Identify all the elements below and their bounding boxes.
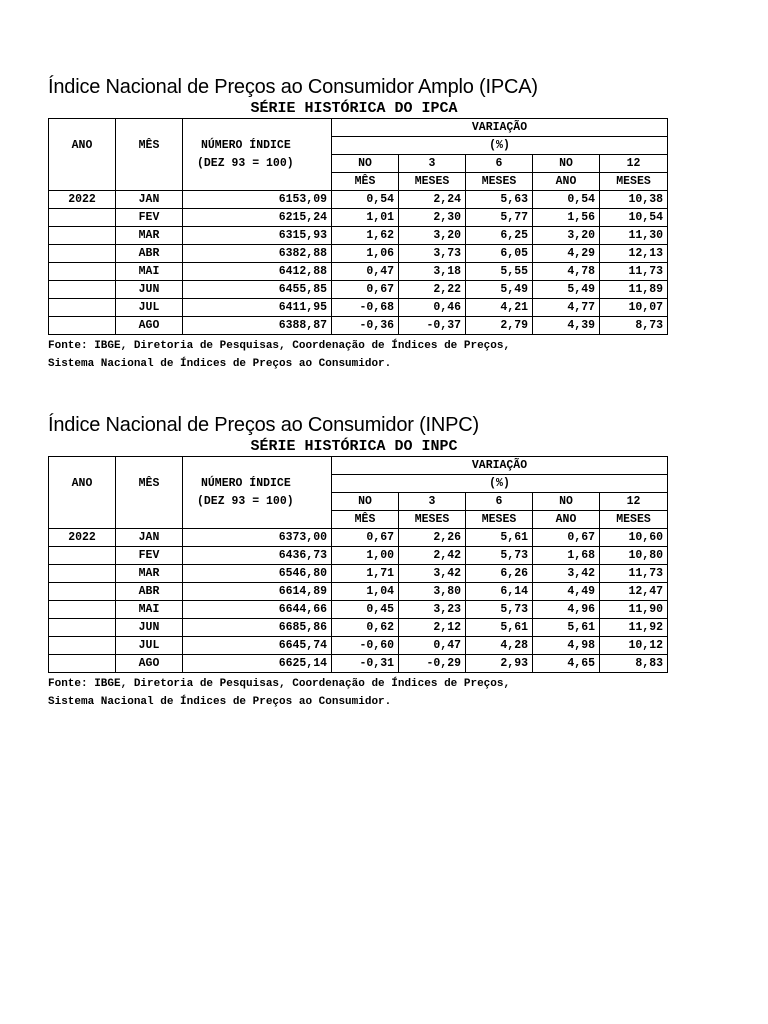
var-6m-cell: 5,73 (466, 547, 533, 565)
section-title: Índice Nacional de Preços ao Consumidor Amplo (IPCA) (48, 76, 538, 98)
var-6m-cell: 5,61 (466, 619, 533, 637)
period-header-bottom: MESES (600, 511, 668, 529)
period-header-top: 12 (600, 493, 668, 511)
header-row-4 (49, 511, 668, 529)
var-12m-cell: 11,73 (600, 263, 668, 281)
table-row (49, 619, 668, 637)
var-6m-cell: 5,55 (466, 263, 533, 281)
var-year-cell: 4,98 (533, 637, 600, 655)
year-cell (49, 655, 116, 673)
var-year-cell: 3,42 (533, 565, 600, 583)
table-body (49, 457, 668, 673)
header-row-2 (49, 475, 668, 493)
month-cell: AGO (116, 317, 183, 335)
var-6m-cell: 4,28 (466, 637, 533, 655)
index-number-cell: 6455,85 (183, 281, 332, 299)
year-cell (49, 601, 116, 619)
var-year-cell: 1,68 (533, 547, 600, 565)
period-header-top: NO (533, 155, 600, 173)
index-number-cell: 6644,66 (183, 601, 332, 619)
table-row (49, 529, 668, 547)
var-year-cell: 4,39 (533, 317, 600, 335)
var-6m-cell: 6,25 (466, 227, 533, 245)
var-3m-cell: 2,26 (399, 529, 466, 547)
var-month-cell: 1,62 (332, 227, 399, 245)
period-header-bottom: MÊS (332, 511, 399, 529)
var-6m-cell: 2,79 (466, 317, 533, 335)
period-header-top: 3 (399, 155, 466, 173)
var-3m-cell: 2,24 (399, 191, 466, 209)
var-12m-cell: 11,89 (600, 281, 668, 299)
year-cell (49, 565, 116, 583)
table-row (49, 601, 668, 619)
var-3m-cell: 0,47 (399, 637, 466, 655)
source-line: Fonte: IBGE, Diretoria de Pesquisas, Coordenação de Índices de Preços, (48, 340, 511, 352)
var-3m-cell: 2,12 (399, 619, 466, 637)
var-6m-cell: 5,77 (466, 209, 533, 227)
month-cell: JUL (116, 637, 183, 655)
table-row (49, 299, 668, 317)
var-3m-cell: -0,29 (399, 655, 466, 673)
header-row-1 (49, 457, 668, 475)
mes-header: MÊS (116, 137, 183, 155)
var-3m-cell: 2,30 (399, 209, 466, 227)
var-month-cell: 0,47 (332, 263, 399, 281)
table-row (49, 317, 668, 335)
var-12m-cell: 12,47 (600, 583, 668, 601)
period-header-top: NO (332, 493, 399, 511)
header-row-3 (49, 493, 668, 511)
var-year-cell: 4,77 (533, 299, 600, 317)
var-year-cell: 4,96 (533, 601, 600, 619)
month-cell: JUN (116, 619, 183, 637)
table-row (49, 191, 668, 209)
var-year-cell: 1,56 (533, 209, 600, 227)
series-subtitle: SÉRIE HISTÓRICA DO INPC (250, 438, 458, 455)
table-body (49, 119, 668, 335)
year-cell (49, 299, 116, 317)
var-month-cell: -0,68 (332, 299, 399, 317)
period-header-top: 6 (466, 493, 533, 511)
var-6m-cell: 6,05 (466, 245, 533, 263)
year-cell (49, 547, 116, 565)
header-row-1 (49, 119, 668, 137)
period-header-top: NO (533, 493, 600, 511)
var-month-cell: 1,06 (332, 245, 399, 263)
var-month-cell: 0,45 (332, 601, 399, 619)
source-note (48, 675, 668, 711)
index-number-cell: 6614,89 (183, 583, 332, 601)
var-6m-cell: 4,21 (466, 299, 533, 317)
var-month-cell: -0,36 (332, 317, 399, 335)
month-cell: MAI (116, 263, 183, 281)
index-number-cell: 6153,09 (183, 191, 332, 209)
source-line: Sistema Nacional de Índices de Preços ao Consumidor. (48, 696, 392, 708)
var-month-cell: 0,54 (332, 191, 399, 209)
index-number-cell: 6411,95 (183, 299, 332, 317)
index-number-cell: 6412,88 (183, 263, 332, 281)
var-12m-cell: 11,30 (600, 227, 668, 245)
dez93-header: (DEZ 93 = 100) (183, 493, 332, 511)
var-12m-cell: 8,73 (600, 317, 668, 335)
section-title: Índice Nacional de Preços ao Consumidor (INPC) (48, 414, 479, 436)
var-3m-cell: 2,42 (399, 547, 466, 565)
historical-series-table (48, 456, 668, 673)
year-cell (49, 263, 116, 281)
period-header-top: NO (332, 155, 399, 173)
ano-header: ANO (49, 475, 116, 493)
var-12m-cell: 8,83 (600, 655, 668, 673)
table-row (49, 209, 668, 227)
var-year-cell: 0,54 (533, 191, 600, 209)
var-year-cell: 0,67 (533, 529, 600, 547)
var-month-cell: 1,01 (332, 209, 399, 227)
month-cell: AGO (116, 655, 183, 673)
index-number-cell: 6215,24 (183, 209, 332, 227)
year-cell (49, 209, 116, 227)
index-number-cell: 6382,88 (183, 245, 332, 263)
variacao-header: VARIAÇÃO (332, 119, 668, 137)
var-month-cell: 1,04 (332, 583, 399, 601)
index-number-cell: 6315,93 (183, 227, 332, 245)
var-year-cell: 4,65 (533, 655, 600, 673)
var-3m-cell: 3,20 (399, 227, 466, 245)
var-6m-cell: 5,73 (466, 601, 533, 619)
var-month-cell: 0,62 (332, 619, 399, 637)
index-number-cell: 6645,74 (183, 637, 332, 655)
var-year-cell: 5,49 (533, 281, 600, 299)
var-year-cell: 5,61 (533, 619, 600, 637)
table-row (49, 547, 668, 565)
index-table-block (48, 74, 668, 373)
var-6m-cell: 6,14 (466, 583, 533, 601)
var-6m-cell: 5,61 (466, 529, 533, 547)
period-header-top: 3 (399, 493, 466, 511)
source-note (48, 337, 668, 373)
var-year-cell: 4,49 (533, 583, 600, 601)
var-3m-cell: 3,23 (399, 601, 466, 619)
numero-indice-header: NÚMERO ÍNDICE (183, 137, 332, 155)
var-year-cell: 3,20 (533, 227, 600, 245)
var-12m-cell: 10,54 (600, 209, 668, 227)
table-row (49, 655, 668, 673)
period-header-bottom: ANO (533, 173, 600, 191)
var-month-cell: 0,67 (332, 529, 399, 547)
var-3m-cell: 2,22 (399, 281, 466, 299)
month-cell: MAR (116, 565, 183, 583)
historical-series-table (48, 118, 668, 335)
year-cell (49, 637, 116, 655)
source-line: Sistema Nacional de Índices de Preços ao Consumidor. (48, 358, 392, 370)
mes-header: MÊS (116, 475, 183, 493)
table-row (49, 227, 668, 245)
month-cell: ABR (116, 245, 183, 263)
var-3m-cell: 3,18 (399, 263, 466, 281)
var-6m-cell: 2,93 (466, 655, 533, 673)
month-cell: FEV (116, 209, 183, 227)
index-number-cell: 6388,87 (183, 317, 332, 335)
var-6m-cell: 5,49 (466, 281, 533, 299)
period-header-bottom: MESES (399, 173, 466, 191)
period-header-bottom: MÊS (332, 173, 399, 191)
var-month-cell: 1,71 (332, 565, 399, 583)
month-cell: MAR (116, 227, 183, 245)
header-row-4 (49, 173, 668, 191)
period-header-bottom: MESES (399, 511, 466, 529)
var-month-cell: -0,31 (332, 655, 399, 673)
index-number-cell: 6436,73 (183, 547, 332, 565)
table-row (49, 637, 668, 655)
month-cell: ABR (116, 583, 183, 601)
table-row (49, 263, 668, 281)
index-number-cell: 6625,14 (183, 655, 332, 673)
dez93-header: (DEZ 93 = 100) (183, 155, 332, 173)
year-cell (49, 245, 116, 263)
var-12m-cell: 10,80 (600, 547, 668, 565)
var-12m-cell: 11,73 (600, 565, 668, 583)
var-year-cell: 4,29 (533, 245, 600, 263)
var-12m-cell: 10,38 (600, 191, 668, 209)
var-12m-cell: 11,92 (600, 619, 668, 637)
table-row (49, 245, 668, 263)
header-row-3 (49, 155, 668, 173)
year-cell: 2022 (49, 529, 116, 547)
year-cell: 2022 (49, 191, 116, 209)
numero-indice-header: NÚMERO ÍNDICE (183, 475, 332, 493)
var-month-cell: 0,67 (332, 281, 399, 299)
period-header-top: 6 (466, 155, 533, 173)
month-cell: FEV (116, 547, 183, 565)
var-3m-cell: 3,42 (399, 565, 466, 583)
index-number-cell: 6685,86 (183, 619, 332, 637)
period-header-bottom: ANO (533, 511, 600, 529)
var-12m-cell: 12,13 (600, 245, 668, 263)
var-3m-cell: 3,73 (399, 245, 466, 263)
period-header-bottom: MESES (466, 173, 533, 191)
var-3m-cell: 3,80 (399, 583, 466, 601)
var-12m-cell: 10,12 (600, 637, 668, 655)
var-3m-cell: -0,37 (399, 317, 466, 335)
year-cell (49, 317, 116, 335)
month-cell: JUL (116, 299, 183, 317)
source-line: Fonte: IBGE, Diretoria de Pesquisas, Coordenação de Índices de Preços, (48, 678, 511, 690)
table-row (49, 281, 668, 299)
var-12m-cell: 10,07 (600, 299, 668, 317)
variacao-header: VARIAÇÃO (332, 457, 668, 475)
month-cell: MAI (116, 601, 183, 619)
header-row-2 (49, 137, 668, 155)
table-row (49, 583, 668, 601)
month-cell: JAN (116, 529, 183, 547)
year-cell (49, 583, 116, 601)
month-cell: JAN (116, 191, 183, 209)
period-header-top: 12 (600, 155, 668, 173)
period-header-bottom: MESES (600, 173, 668, 191)
year-cell (49, 227, 116, 245)
month-cell: JUN (116, 281, 183, 299)
index-number-cell: 6373,00 (183, 529, 332, 547)
index-table-block (48, 412, 668, 711)
var-month-cell: -0,60 (332, 637, 399, 655)
year-cell (49, 619, 116, 637)
var-year-cell: 4,78 (533, 263, 600, 281)
period-header-bottom: MESES (466, 511, 533, 529)
percent-header: (%) (332, 137, 668, 155)
table-row (49, 565, 668, 583)
var-3m-cell: 0,46 (399, 299, 466, 317)
year-cell (49, 281, 116, 299)
series-subtitle: SÉRIE HISTÓRICA DO IPCA (250, 100, 458, 117)
percent-header: (%) (332, 475, 668, 493)
var-12m-cell: 10,60 (600, 529, 668, 547)
var-6m-cell: 6,26 (466, 565, 533, 583)
index-number-cell: 6546,80 (183, 565, 332, 583)
var-month-cell: 1,00 (332, 547, 399, 565)
var-12m-cell: 11,90 (600, 601, 668, 619)
ano-header: ANO (49, 137, 116, 155)
var-6m-cell: 5,63 (466, 191, 533, 209)
